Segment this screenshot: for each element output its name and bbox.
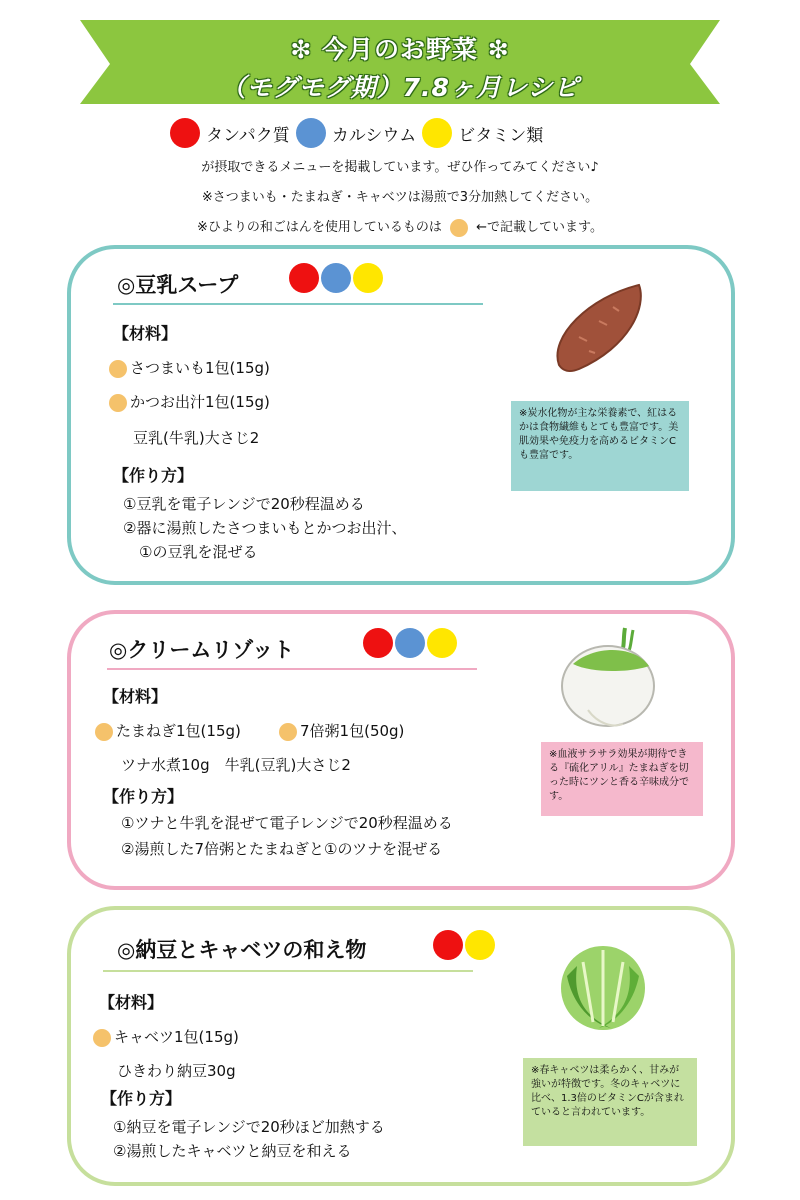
step-item: ②器に湯煎したさつまいもとかつお出汁、: [123, 519, 407, 537]
protein-dot-icon: [433, 930, 463, 960]
note-line3: [0, 216, 800, 237]
ingredient-item: キャベツ1包(15g): [93, 1026, 239, 1047]
ingredient-item: 豆乳(牛乳)大さじ2: [133, 429, 260, 447]
calcium-dot-icon: [321, 263, 351, 293]
method-heading: 【作り方】: [101, 1089, 182, 1108]
hiyori-dot-icon: [95, 723, 113, 741]
step-item: ①納豆を電子レンジで20秒ほど加熱する: [113, 1118, 385, 1136]
recipe-card-soy-milk-soup: [67, 245, 735, 585]
legend-protein-label: タンパク質: [206, 125, 290, 146]
cabbage-icon: [553, 936, 653, 1036]
title-underline: [113, 303, 483, 305]
calcium-dot-icon: [395, 628, 425, 658]
title-banner: [80, 12, 720, 108]
recipe-title: ◎豆乳スープ: [117, 273, 239, 297]
ingredient-item: たまねぎ1包(15g): [95, 720, 241, 741]
nutrition-info-box: ※炭水化物が主な栄養素で、紅はるかは食物繊維もとても豊富です。美肌効果や免疫力を高めるビタミンCも豊富です。: [511, 401, 689, 491]
legend-vitamin-label: ビタミン類: [458, 125, 544, 146]
step-item: ①ツナと牛乳を混ぜて電子レンジで20秒程温める: [121, 814, 453, 832]
recipe-card-natto-cabbage: [67, 906, 735, 1186]
materials-heading: 【材料】: [103, 687, 168, 706]
calcium-dot-icon: [296, 118, 326, 148]
vitamin-dot-icon: [427, 628, 457, 658]
recipe-title: ◎クリームリゾット: [109, 638, 295, 662]
step-item: ①豆乳を電子レンジで20秒程温める: [123, 495, 365, 513]
title-underline: [107, 668, 477, 670]
recipe-card-cream-risotto: [67, 610, 735, 890]
vitamin-dot-icon: [353, 263, 383, 293]
legend-calcium-label: カルシウム: [331, 125, 417, 146]
onion-icon: [553, 624, 663, 734]
title-underline: [103, 970, 473, 972]
recipe-title: ◎納豆とキャベツの和え物: [117, 938, 367, 962]
ingredient-item: かつお出汁1包(15g): [109, 391, 270, 412]
note-line1: が摂取できるメニューを掲載しています。ぜひ作ってみてください♪: [201, 160, 599, 175]
hiyori-dot-icon: [93, 1029, 111, 1047]
hiyori-dot-icon: [279, 723, 297, 741]
ingredient-item: ひきわり納豆30g: [117, 1062, 236, 1080]
step-item: ②湯煎した7倍粥とたまねぎと①のツナを混ぜる: [121, 840, 443, 858]
step-item: ①の豆乳を混ぜる: [139, 543, 258, 561]
hiyori-dot-icon: [109, 394, 127, 412]
vitamin-dot-icon: [422, 118, 452, 148]
banner-line2: （モグモグ期）7.8ヶ月レシピ: [220, 73, 580, 102]
step-item: ②湯煎したキャベツと納豆を和える: [113, 1142, 352, 1160]
nutrient-dots: [289, 263, 385, 293]
nutrient-dots: [363, 628, 459, 658]
vitamin-dot-icon: [465, 930, 495, 960]
hiyori-dot-icon: [450, 219, 468, 237]
protein-dot-icon: [363, 628, 393, 658]
materials-heading: 【材料】: [99, 993, 164, 1012]
nutrient-dots: [433, 930, 497, 960]
ingredient-item: ツナ水煮10g 牛乳(豆乳)大さじ2: [121, 756, 351, 774]
protein-dot-icon: [170, 118, 200, 148]
nutrition-info-box: ※血液サラサラ効果が期待できる『硫化アリル』たまねぎを切った時にツンと香る辛味成分です。: [541, 742, 703, 816]
ingredient-item: 7倍粥1包(50g): [279, 720, 404, 741]
ingredient-item: さつまいも1包(15g): [109, 357, 270, 378]
method-heading: 【作り方】: [103, 787, 184, 806]
banner-line1: ❇ 今月のお野菜 ❇: [290, 35, 510, 64]
nutrition-info-box: ※春キャベツは柔らかく、甘みが強いが特徴です。冬のキャベツに比べ、1.3倍のビタミンCが含まれていると言われています。: [523, 1058, 697, 1146]
hiyori-dot-icon: [109, 360, 127, 378]
note-line3-a: ※ひよりの和ごはんを使用しているものは: [196, 220, 442, 235]
nutrient-legend: [170, 116, 549, 150]
protein-dot-icon: [289, 263, 319, 293]
note-line3-b: ←で記載しています。: [476, 220, 604, 235]
materials-heading: 【材料】: [113, 324, 178, 343]
note-line2: ※さつまいも・たまねぎ・キャベツは湯煎で3分加熱してください。: [201, 190, 599, 205]
sweet-potato-icon: [549, 277, 649, 377]
method-heading: 【作り方】: [113, 466, 194, 485]
